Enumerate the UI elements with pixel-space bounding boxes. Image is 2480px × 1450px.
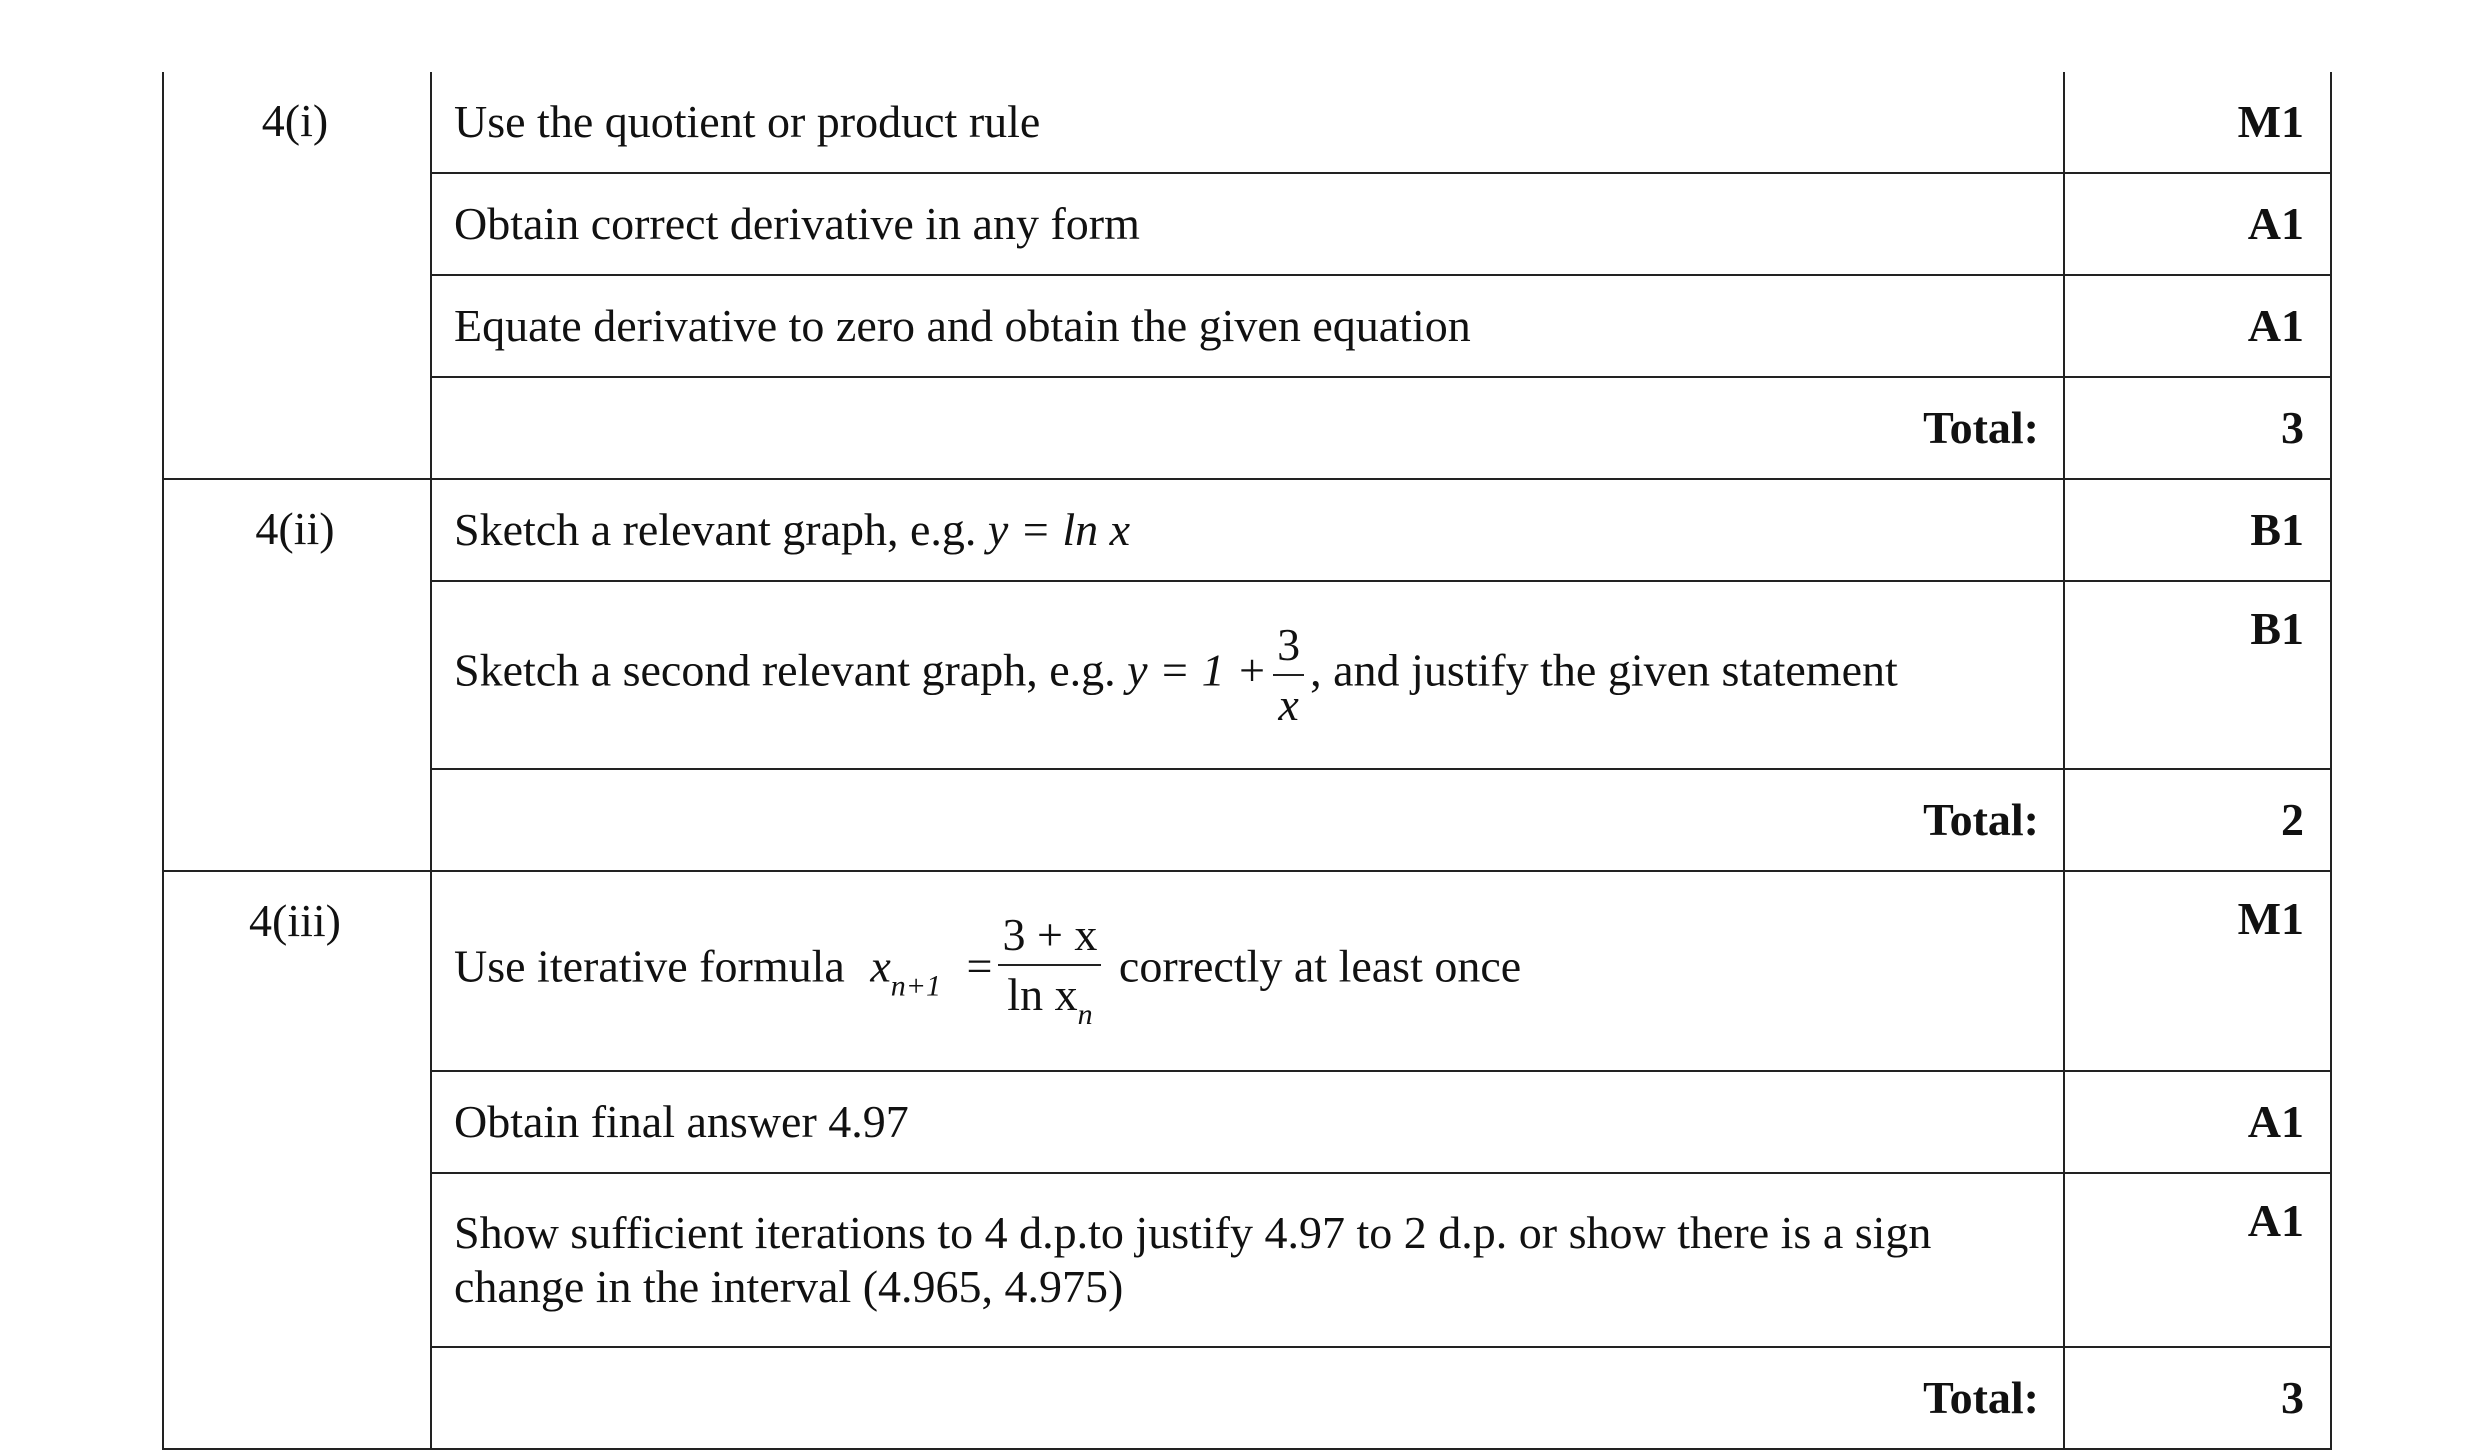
mark-code: A1 <box>2064 275 2331 377</box>
table-row <box>163 1071 2331 1173</box>
total-row <box>163 377 2331 479</box>
table-row <box>163 173 2331 275</box>
total-label: Total: <box>431 769 2064 871</box>
marking-text: Sketch a second relevant graph, e.g. <box>454 644 1116 696</box>
total-row <box>163 769 2331 871</box>
table-row <box>163 871 2331 1071</box>
fraction <box>1273 619 1304 730</box>
marking-point: Obtain final answer 4.97 <box>431 1071 2064 1173</box>
math-expression: y = 1 + <box>1127 644 1268 696</box>
mark-scheme-page <box>162 72 2330 1423</box>
mark-code: B1 <box>2064 581 2331 769</box>
fraction-numerator: 3 <box>1273 622 1304 676</box>
fraction-numerator: 3 + x <box>998 912 1101 966</box>
mark-code: A1 <box>2064 173 2331 275</box>
total-label: Total: <box>431 1347 2064 1449</box>
total-value: 3 <box>2064 1347 2331 1449</box>
table-row <box>163 581 2331 769</box>
mark-scheme-table <box>162 72 2332 1450</box>
marking-text: Sketch a relevant graph, e.g. <box>454 503 977 555</box>
total-value: 3 <box>2064 377 2331 479</box>
total-row <box>163 1347 2331 1449</box>
formula-subscript: n+1 <box>890 969 942 1003</box>
fraction-denominator <box>998 966 1101 1030</box>
marking-text: correctly at least once <box>1118 940 1522 992</box>
equals-sign: = <box>966 940 993 992</box>
marking-point: Equate derivative to zero and obtain the given equation <box>431 275 2064 377</box>
denominator-subscript: n <box>1077 998 1093 1031</box>
math-expression: y = ln x <box>987 503 1131 555</box>
mark-code: M1 <box>2064 871 2331 1071</box>
question-number: 4(iii) <box>163 871 431 1449</box>
mark-code: M1 <box>2064 72 2331 173</box>
fraction <box>998 909 1101 1031</box>
marking-point: Show sufficient iterations to 4 d.p.to justify 4.97 to 2 d.p. or show there is a sign change in the interval (4.965, 4.975) <box>431 1173 2064 1347</box>
table-row <box>163 72 2331 173</box>
denominator-text: ln x <box>1007 969 1078 1020</box>
mark-code: A1 <box>2064 1173 2331 1347</box>
table-row <box>163 275 2331 377</box>
mark-code: B1 <box>2064 479 2331 581</box>
table-row <box>163 479 2331 581</box>
question-number: 4(i) <box>163 72 431 479</box>
table-row <box>163 1173 2331 1347</box>
marking-point <box>431 479 2064 581</box>
marking-point <box>431 581 2064 769</box>
marking-text: , and justify the given statement <box>1310 644 1898 696</box>
total-value: 2 <box>2064 769 2331 871</box>
marking-point <box>431 871 2064 1071</box>
marking-point: Obtain correct derivative in any form <box>431 173 2064 275</box>
question-number: 4(ii) <box>163 479 431 871</box>
formula-lhs: x <box>870 940 891 992</box>
fraction-denominator: x <box>1278 679 1299 730</box>
total-label: Total: <box>431 377 2064 479</box>
marking-point: Use the quotient or product rule <box>431 72 2064 173</box>
mark-code: A1 <box>2064 1071 2331 1173</box>
marking-text: Use iterative formula <box>454 940 845 992</box>
